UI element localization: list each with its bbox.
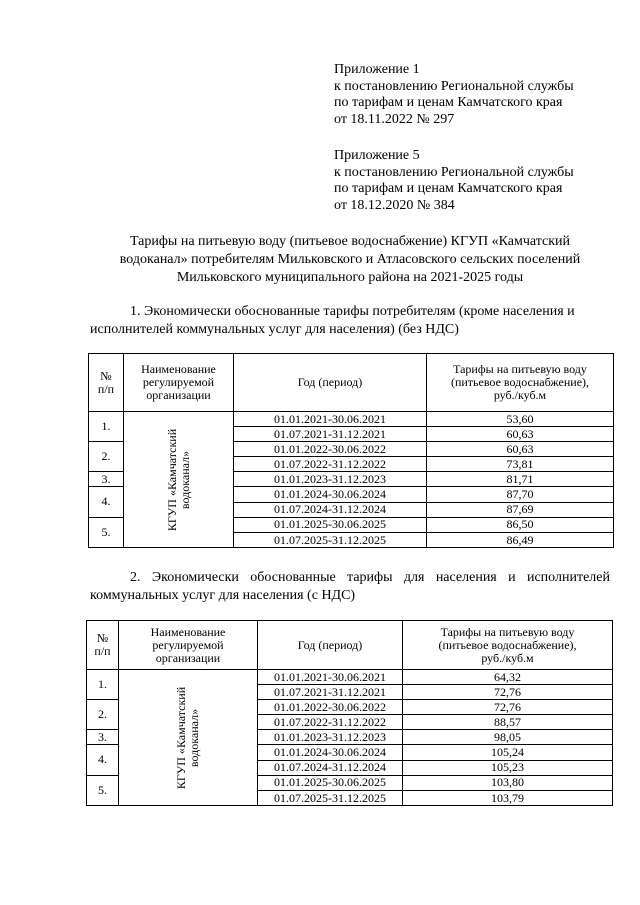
- header-organization: Наименование регулируемой организации: [119, 621, 258, 670]
- header-period: Год (период): [234, 354, 427, 412]
- period-cell: 01.01.2021-30.06.2021: [234, 412, 427, 427]
- table-header-row: [87, 621, 613, 670]
- tariff-table-1: [88, 353, 614, 548]
- period-cell: 01.07.2021-31.12.2021: [234, 427, 427, 442]
- tariff-cell: 81,71: [427, 472, 614, 487]
- period-cell: 01.07.2022-31.12.2022: [234, 457, 427, 472]
- tariff-cell: 86,50: [427, 517, 614, 532]
- appendix-1-line-2: к постановлению Региональной службы: [334, 78, 574, 94]
- header-period: Год (период): [258, 621, 403, 670]
- tariff-cell: 72,76: [403, 685, 613, 700]
- tariff-cell: 87,69: [427, 502, 614, 517]
- appendix-5-line-1: Приложение 5: [334, 148, 420, 163]
- appendix-5-line-4: от 18.12.2020 № 384: [334, 197, 455, 213]
- section-2-heading-line-2: коммунальных услуг для населения (с НДС): [90, 588, 356, 603]
- header-number: № п/п: [87, 621, 119, 670]
- tariff-cell: 103,79: [403, 791, 613, 806]
- organization-name: КГУП «Камчатский водоканал»: [164, 428, 192, 531]
- period-cell: 01.01.2024-30.06.2024: [258, 745, 403, 760]
- header-organization: Наименование регулируемой организации: [124, 354, 234, 412]
- period-cell: 01.01.2025-30.06.2025: [258, 775, 403, 790]
- document-title-line-3: Мильковского муниципального района на 2021-2025 годы: [176, 270, 524, 285]
- row-number: 5.: [87, 775, 119, 805]
- period-cell: 01.07.2022-31.12.2022: [258, 715, 403, 730]
- section-1-heading-line-1: 1. Экономически обоснованные тарифы потребителям (кроме населения и: [130, 304, 575, 319]
- appendix-1-line-1: Приложение 1: [334, 62, 420, 77]
- table-header-row: [89, 354, 614, 412]
- row-number: 1.: [87, 670, 119, 700]
- header-tariff: Тарифы на питьевую воду (питьевое водоснабжение), руб./куб.м: [427, 354, 614, 412]
- organization-name: КГУП «Камчатский водоканал»: [174, 686, 201, 789]
- section-2-heading-line-1: 2. Экономически обоснованные тарифы для населения и исполнителей: [130, 570, 610, 585]
- tariff-cell: 60,63: [427, 427, 614, 442]
- period-cell: 01.07.2025-31.12.2025: [234, 533, 427, 548]
- appendix-1-line-4: от 18.11.2022 № 297: [334, 111, 455, 127]
- appendix-5-block: [334, 148, 624, 214]
- section-2-heading: [90, 569, 610, 605]
- row-number: 3.: [87, 730, 119, 745]
- row-number: 5.: [89, 517, 124, 547]
- period-cell: 01.01.2023-31.12.2023: [258, 730, 403, 745]
- row-number: 4.: [89, 487, 124, 517]
- document-title-line-2: водоканал» потребителям Мильковского и Атласовского сельских поселений: [119, 252, 581, 267]
- period-cell: 01.01.2023-31.12.2023: [234, 472, 427, 487]
- period-cell: 01.01.2021-30.06.2021: [258, 670, 403, 685]
- period-cell: 01.07.2024-31.12.2024: [258, 760, 403, 775]
- section-1-heading: [90, 303, 610, 339]
- organization-cell: [124, 412, 234, 548]
- header-tariff: Тарифы на питьевую воду (питьевое водоснабжение), руб./куб.м: [403, 621, 613, 670]
- tariff-cell: 86,49: [427, 533, 614, 548]
- period-cell: 01.07.2021-31.12.2021: [258, 685, 403, 700]
- period-cell: 01.01.2025-30.06.2025: [234, 517, 427, 532]
- document-title: [90, 233, 610, 287]
- appendix-5-line-3: по тарифам и ценам Камчатского края: [334, 181, 563, 196]
- appendix-5-line-2: к постановлению Региональной службы: [334, 164, 574, 180]
- period-cell: 01.01.2022-30.06.2022: [234, 442, 427, 457]
- period-cell: 01.01.2022-30.06.2022: [258, 700, 403, 715]
- section-1-heading-line-2: исполнителей коммунальных услуг для населения) (без НДС): [90, 322, 459, 337]
- appendix-1-line-3: по тарифам и ценам Камчатского края: [334, 95, 563, 110]
- tariff-cell: 103,80: [403, 775, 613, 790]
- period-cell: 01.07.2024-31.12.2024: [234, 502, 427, 517]
- row-number: 3.: [89, 472, 124, 487]
- header-number: № п/п: [89, 354, 124, 412]
- tariff-cell: 105,24: [403, 745, 613, 760]
- row-number: 4.: [87, 745, 119, 775]
- tariff-cell: 105,23: [403, 760, 613, 775]
- row-number: 1.: [89, 412, 124, 442]
- tariff-cell: 98,05: [403, 730, 613, 745]
- tariff-cell: 87,70: [427, 487, 614, 502]
- row-number: 2.: [87, 700, 119, 730]
- tariff-cell: 53,60: [427, 412, 614, 427]
- table-row: [87, 670, 613, 685]
- period-cell: 01.07.2025-31.12.2025: [258, 791, 403, 806]
- organization-cell: [119, 670, 258, 806]
- tariff-cell: 60,63: [427, 442, 614, 457]
- document-title-line-1: Тарифы на питьевую воду (питьевое водоснабжение) КГУП «Камчатский: [129, 234, 571, 249]
- period-cell: 01.01.2024-30.06.2024: [234, 487, 427, 502]
- row-number: 2.: [89, 442, 124, 472]
- tariff-cell: 88,57: [403, 715, 613, 730]
- tariff-table-2: [86, 620, 613, 806]
- table-row: [89, 412, 614, 427]
- tariff-cell: 73,81: [427, 457, 614, 472]
- tariff-cell: 72,76: [403, 700, 613, 715]
- appendix-1-block: [334, 62, 624, 128]
- tariff-cell: 64,32: [403, 670, 613, 685]
